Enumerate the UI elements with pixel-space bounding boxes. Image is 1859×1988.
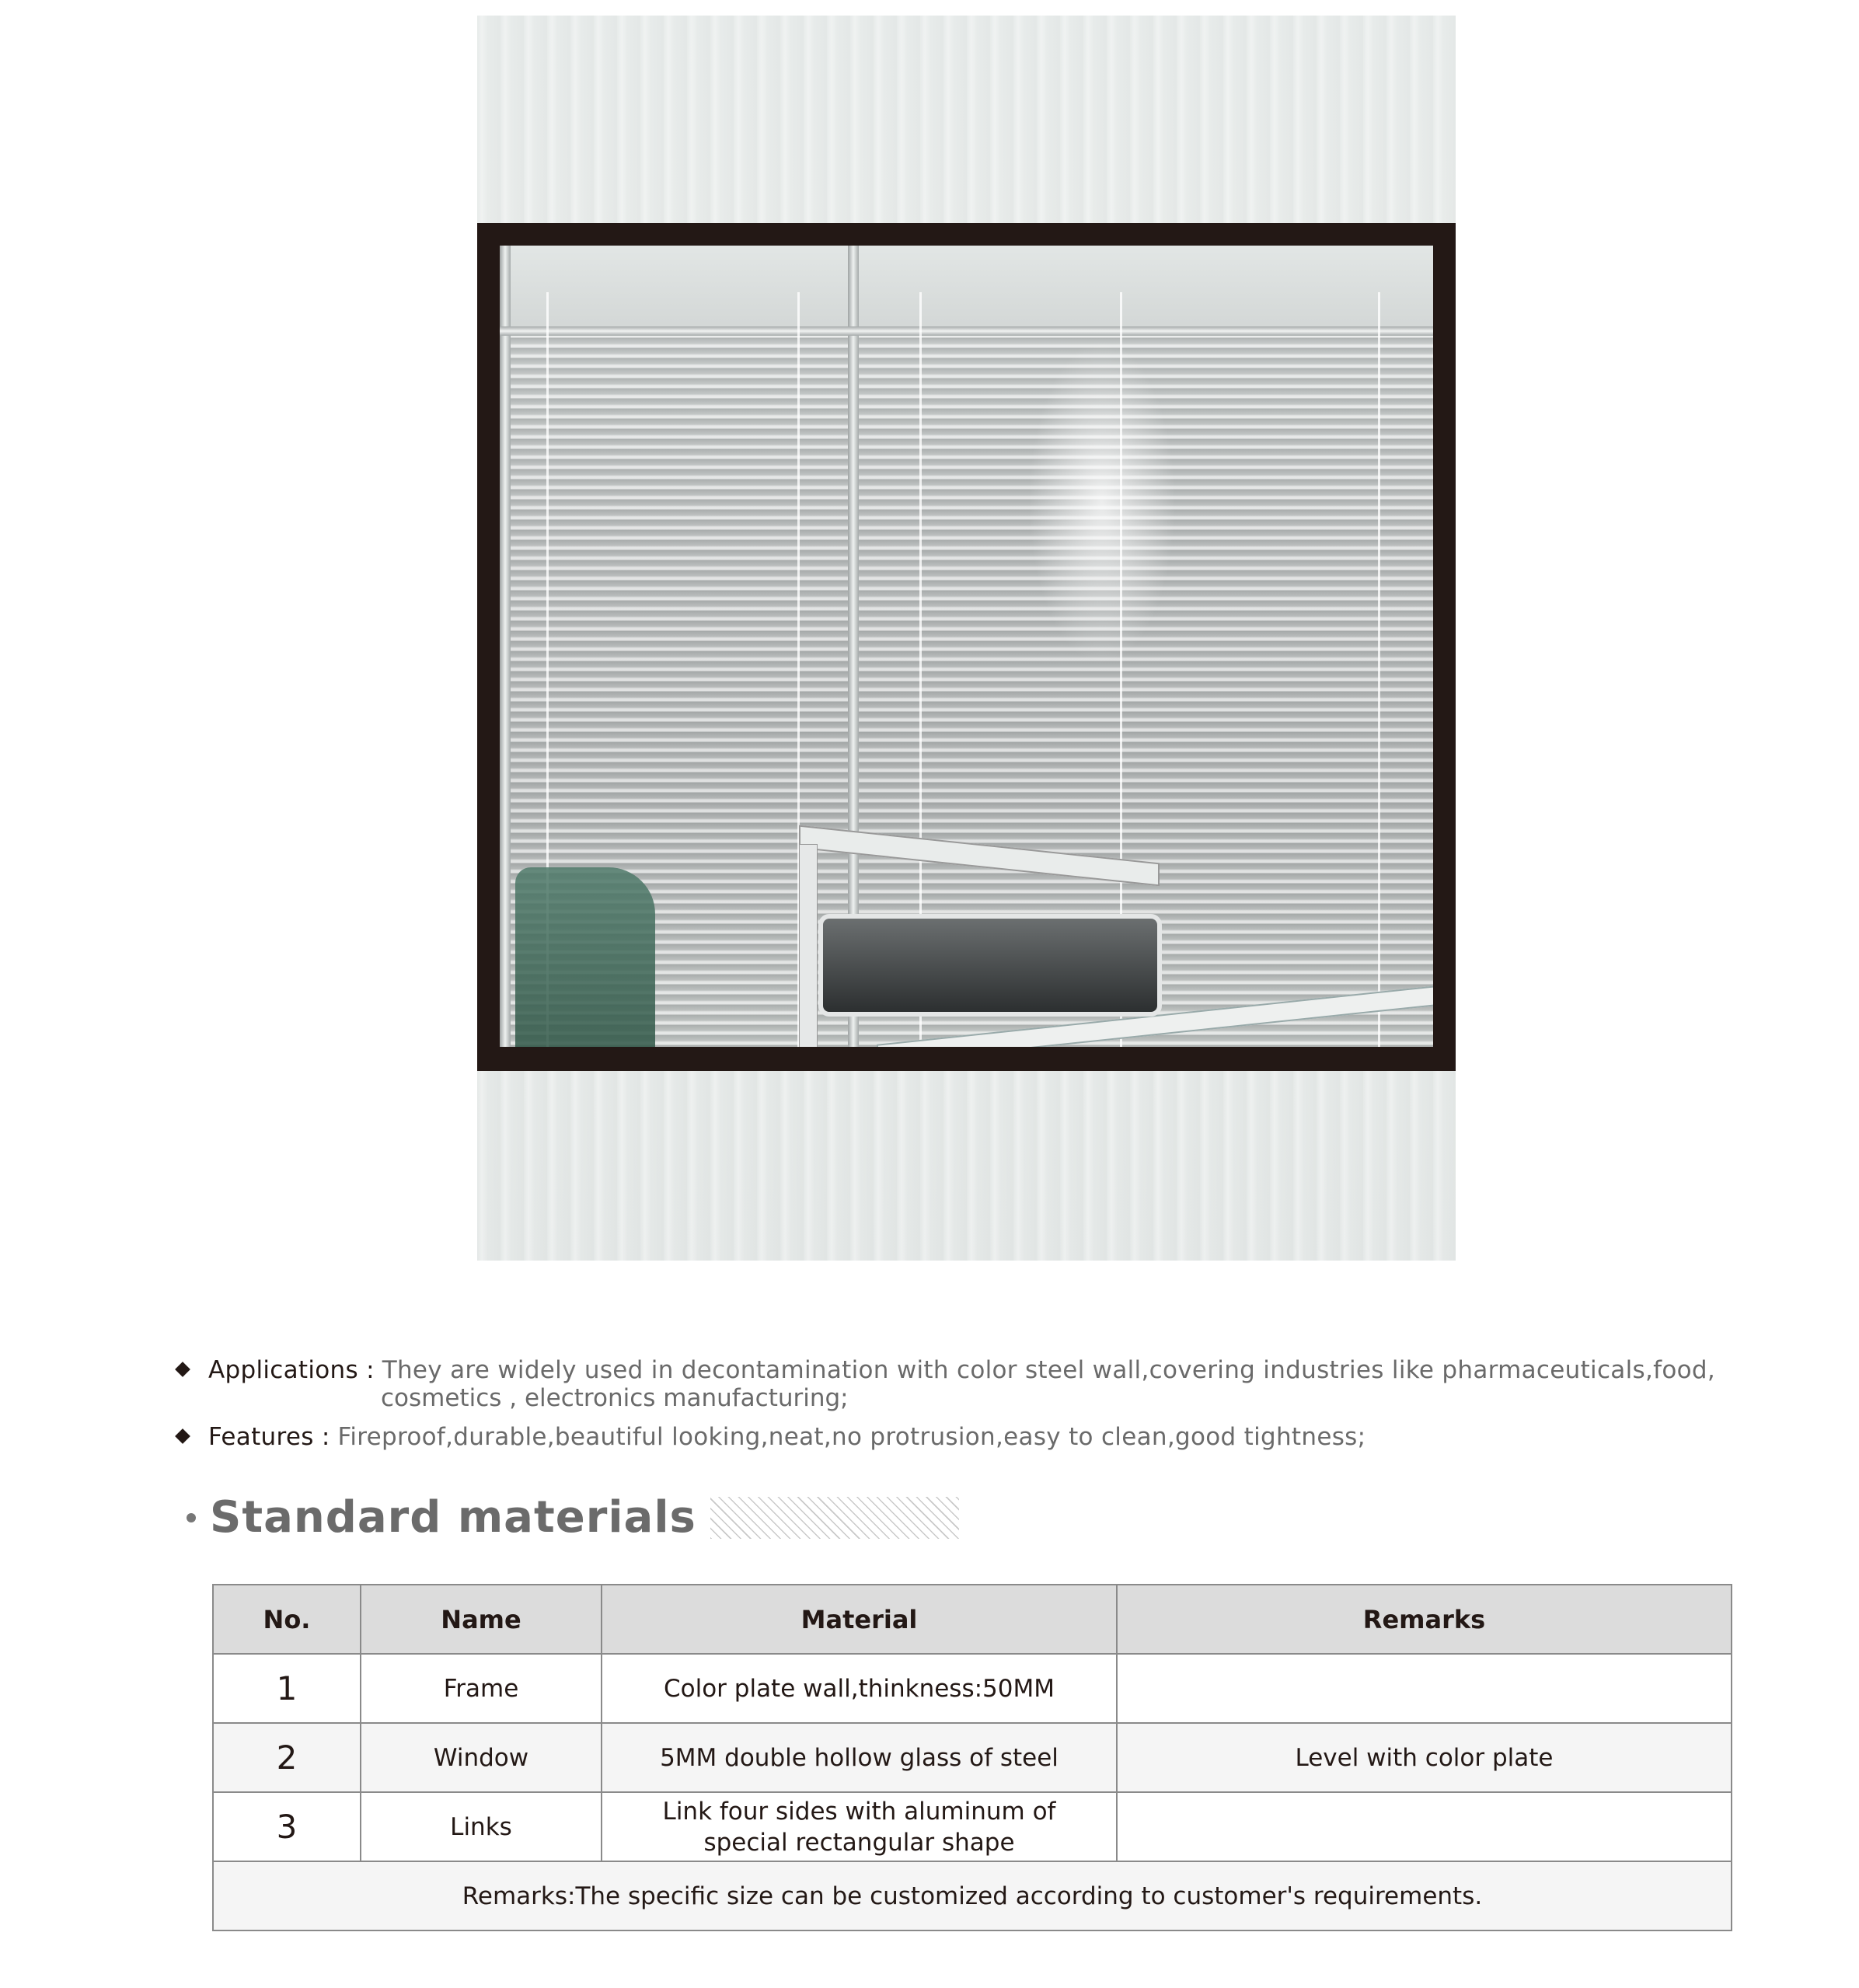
cell-material-line1: Link four sides with aluminum of: [662, 1797, 1056, 1826]
hatch-decoration: [710, 1497, 959, 1539]
header-remarks: Remarks: [1117, 1585, 1732, 1654]
cell-name: Frame: [361, 1654, 602, 1723]
background-window-glare: [1028, 339, 1176, 665]
table-header-row: [213, 1585, 1732, 1654]
features-text: Fireproof,durable,beautiful looking,neat,no protrusion,easy to clean,good tightness;: [337, 1423, 1366, 1451]
cell-no: 3: [213, 1792, 361, 1861]
cell-no: 1: [213, 1654, 361, 1723]
cell-name: Window: [361, 1723, 602, 1792]
cell-remarks: [1117, 1654, 1732, 1723]
cell-remarks: Level with color plate: [1117, 1723, 1732, 1792]
table-row: [213, 1723, 1732, 1792]
partition-post: [500, 246, 511, 1047]
cell-material-line2: special rectangular shape: [703, 1828, 1015, 1857]
features-label: Features :: [208, 1423, 330, 1451]
features-row: [171, 1423, 1725, 1451]
applications-text: They are widely used in decontamination with color steel wall,covering industries like pharmaceuticals,food,: [382, 1356, 1715, 1384]
cell-material: Color plate wall,thinkness:50MM: [602, 1654, 1117, 1723]
table-row: [213, 1654, 1732, 1723]
cell-no: 2: [213, 1723, 361, 1792]
header-material: Material: [602, 1585, 1117, 1654]
cell-name: Links: [361, 1792, 602, 1861]
diamond-bullet-icon: [175, 1428, 190, 1444]
window-glass: [500, 246, 1433, 1047]
cell-material: [602, 1792, 1117, 1861]
monitor: [818, 914, 1162, 1017]
table-footer-row: [213, 1861, 1732, 1930]
product-photo: [477, 16, 1456, 1261]
applications-text-cont: cosmetics , electronics manufacturing;: [381, 1384, 849, 1412]
product-description: [171, 1356, 1725, 1462]
transom-glass: [500, 246, 1433, 335]
header-no: No.: [213, 1585, 361, 1654]
office-chair: [515, 867, 655, 1047]
applications-row: [171, 1356, 1725, 1412]
partition-rail: [500, 326, 1433, 336]
materials-table: [212, 1584, 1732, 1931]
window-frame: [477, 223, 1456, 1071]
applications-label: Applications :: [208, 1356, 375, 1384]
table-row: [213, 1792, 1732, 1861]
diamond-bullet-icon: [175, 1362, 190, 1377]
section-title: Standard materials: [210, 1492, 696, 1543]
bullet-dot-icon: [187, 1513, 196, 1522]
header-name: Name: [361, 1585, 602, 1654]
cell-remarks: [1117, 1792, 1732, 1861]
cell-material: 5MM double hollow glass of steel: [602, 1723, 1117, 1792]
table-footer-note: Remarks:The specific size can be customized according to customer's requirements.: [213, 1861, 1732, 1930]
section-header: [187, 1492, 959, 1543]
